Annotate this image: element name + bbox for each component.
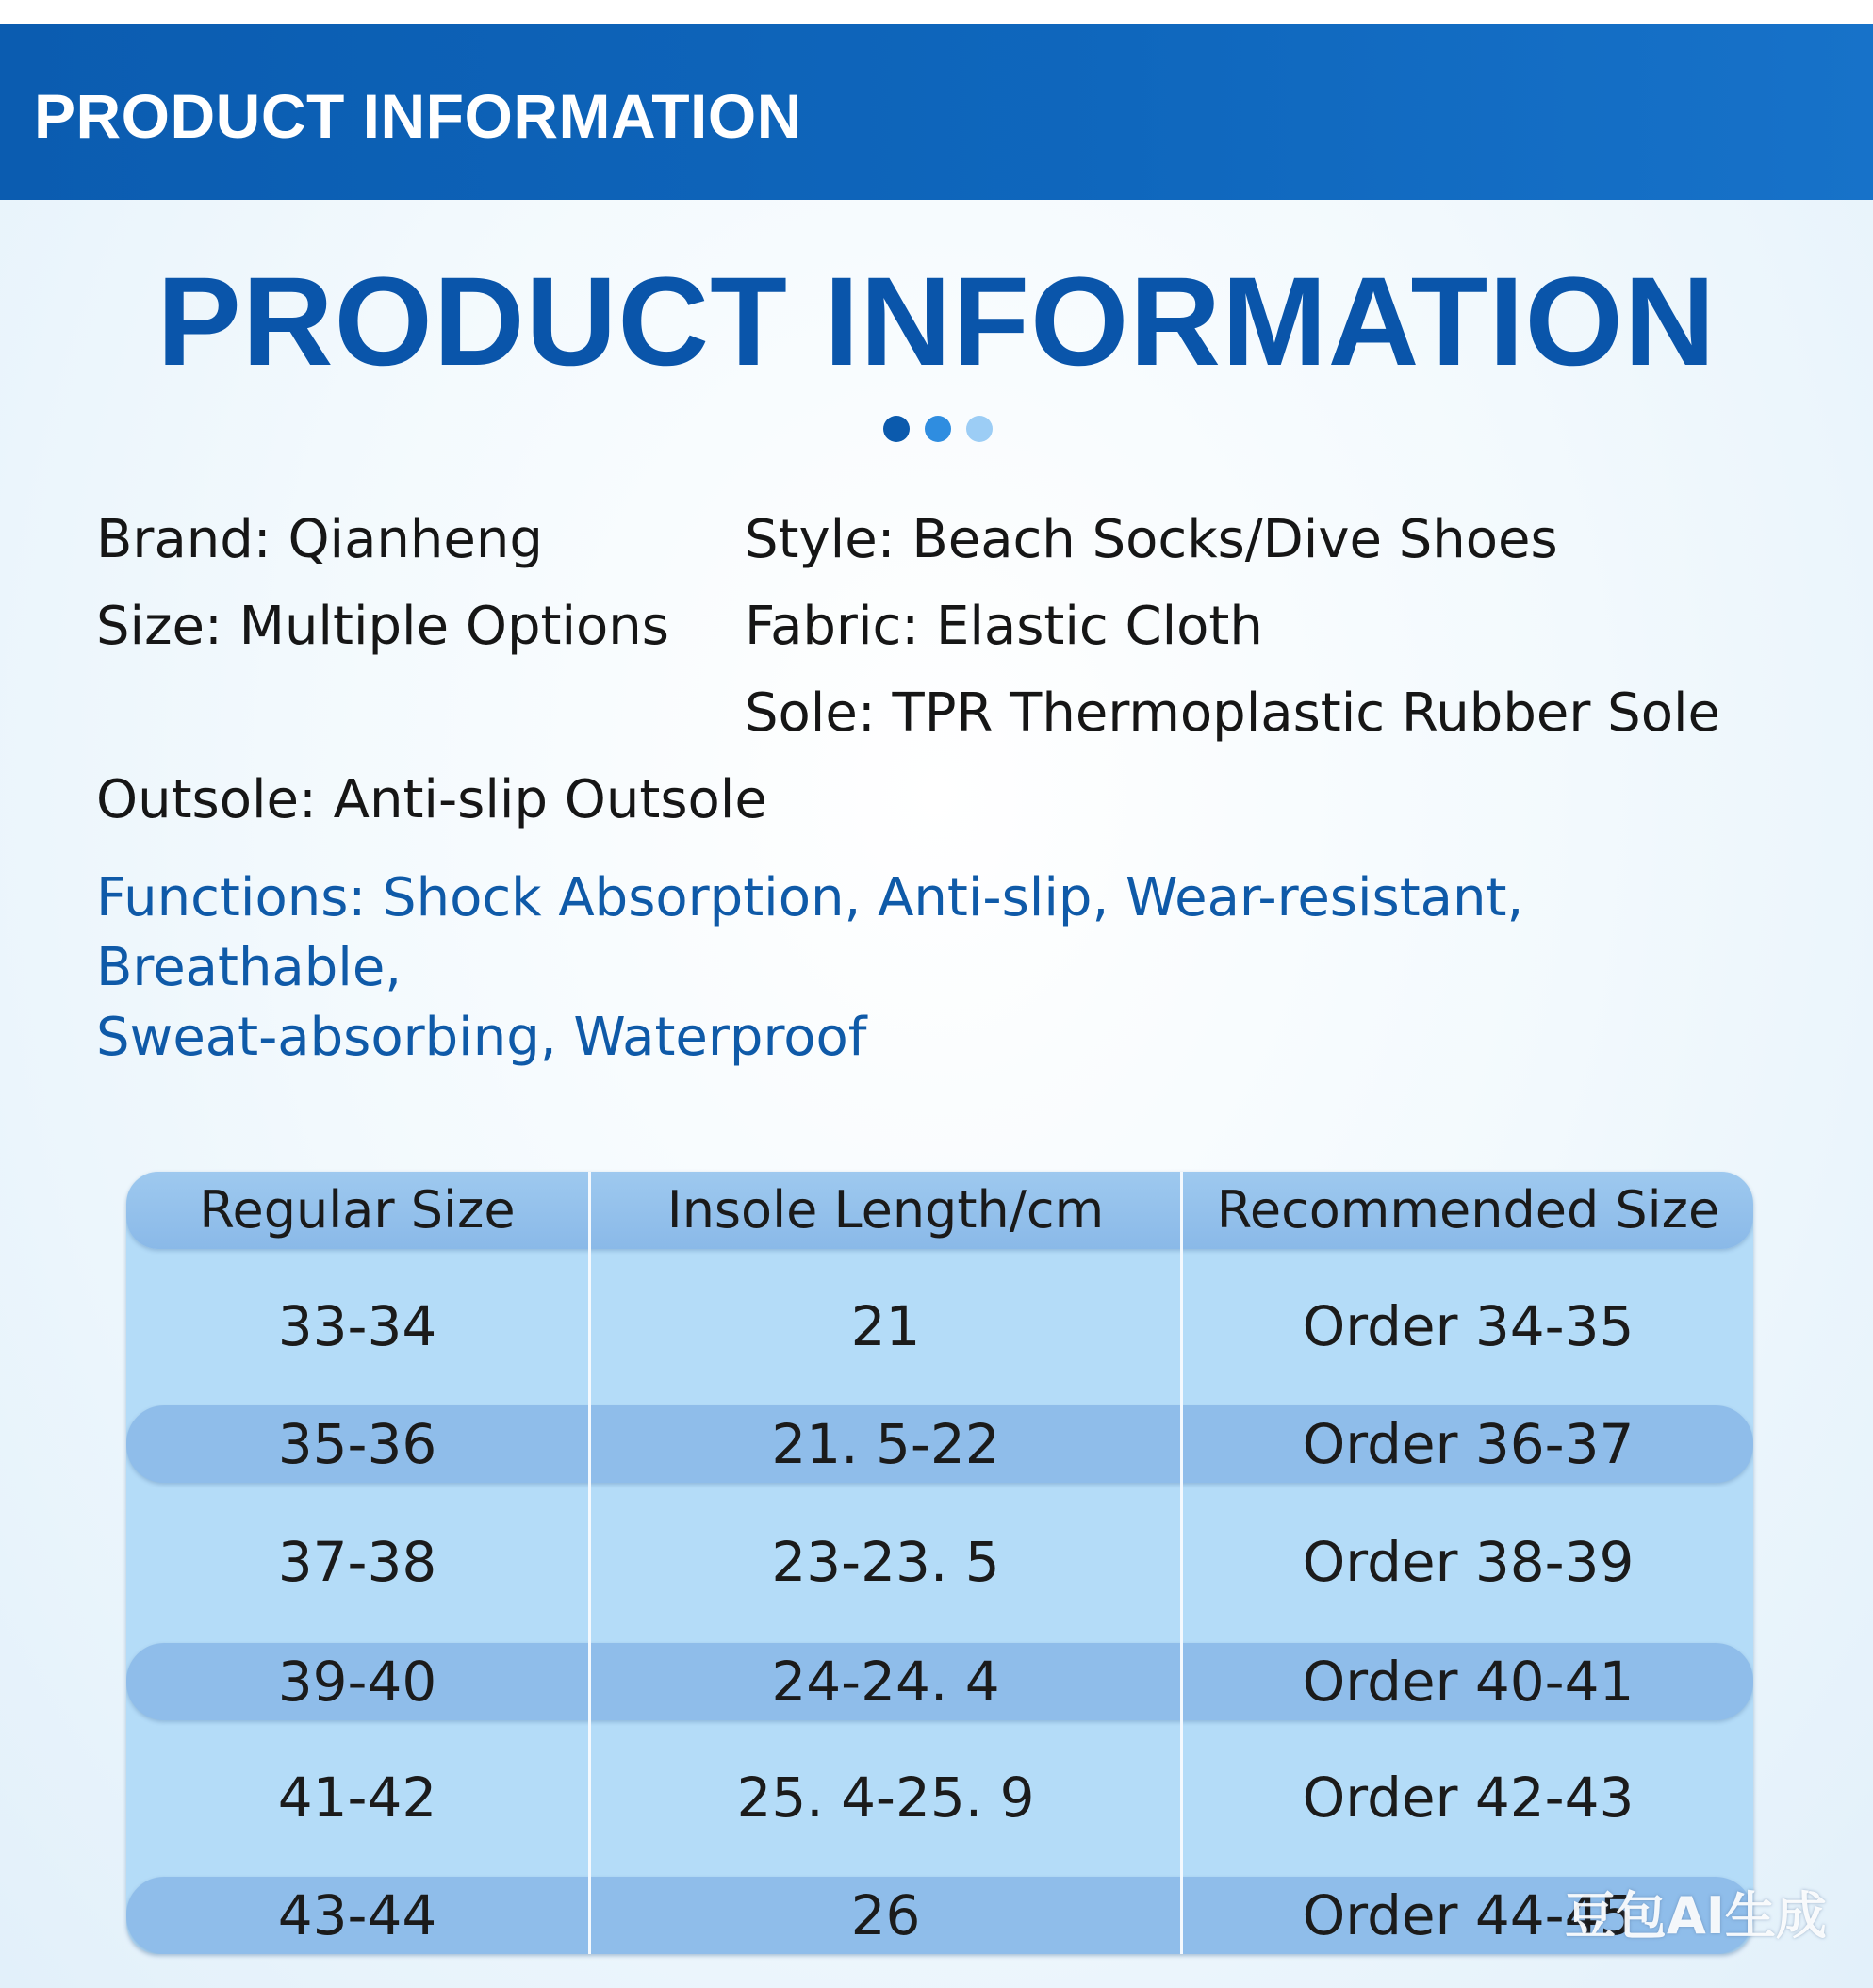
cell-insole-length: 25. 4-25. 9: [736, 1766, 1035, 1830]
cell-recommended-size: Order 40-41: [1302, 1650, 1635, 1714]
ai-watermark: 豆包AI生成: [1565, 1886, 1827, 1946]
cell-recommended-size: Order 36-37: [1302, 1412, 1635, 1476]
header-insole-length: Insole Length/cm: [666, 1180, 1105, 1240]
spec-sole: Sole: TPR Thermoplastic Rubber Sole: [745, 682, 1720, 744]
cell-insole-length: 21. 5-22: [771, 1412, 1000, 1476]
cell-regular-size: 37-38: [277, 1530, 437, 1594]
dot-medium: [925, 416, 951, 442]
spec-outsole: Outsole: Anti-slip Outsole: [96, 769, 767, 830]
functions-line-1: Functions: Shock Absorption, Anti-slip, Wear-resistant, Breathable,: [96, 867, 1524, 998]
cell-insole-length: 24-24. 4: [771, 1650, 1000, 1714]
functions-line-2: Sweat-absorbing, Waterproof: [96, 1007, 867, 1068]
cell-recommended-size: Order 44-45: [1302, 1883, 1635, 1947]
cell-regular-size: 33-34: [277, 1294, 437, 1358]
cell-regular-size: 41-42: [277, 1766, 437, 1830]
banner-title: PRODUCT INFORMATION: [34, 81, 802, 151]
header-regular-size: Regular Size: [199, 1180, 516, 1240]
page-title: PRODUCT INFORMATION: [156, 252, 1717, 392]
decorative-dots: [883, 416, 996, 444]
cell-recommended-size: Order 42-43: [1302, 1766, 1635, 1830]
cell-recommended-size: Order 34-35: [1302, 1294, 1635, 1358]
cell-regular-size: 39-40: [277, 1650, 437, 1714]
cell-recommended-size: Order 38-39: [1302, 1530, 1635, 1594]
spec-functions: [96, 863, 1774, 1073]
top-strip: [0, 0, 1873, 24]
cell-regular-size: 35-36: [277, 1412, 437, 1476]
header-banner: [0, 24, 1873, 200]
cell-insole-length: 23-23. 5: [771, 1530, 1000, 1594]
header-recommended-size: Recommended Size: [1216, 1180, 1720, 1240]
spec-style: Style: Beach Socks/Dive Shoes: [745, 509, 1558, 570]
spec-size: Size: Multiple Options: [96, 596, 669, 657]
cell-regular-size: 43-44: [277, 1883, 437, 1947]
cell-insole-length: 26: [850, 1883, 921, 1947]
dot-light: [966, 416, 993, 442]
size-table: [126, 1172, 1753, 1954]
dot-dark: [883, 416, 910, 442]
spec-brand: Brand: Qianheng: [96, 509, 543, 570]
cell-insole-length: 21: [850, 1294, 921, 1358]
spec-fabric: Fabric: Elastic Cloth: [745, 596, 1263, 657]
